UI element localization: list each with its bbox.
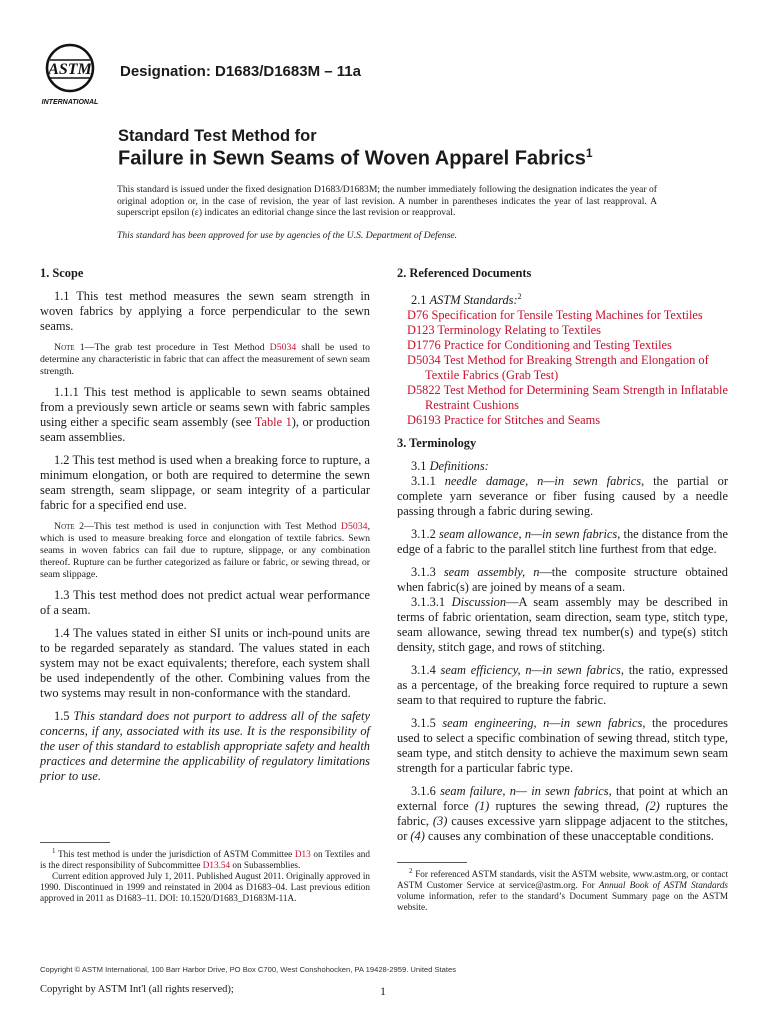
definitions-label: 3.1 Definitions:	[411, 459, 489, 474]
para-1-1: 1.1 This test method measures the sewn seam strength in woven fabrics by applying a force perpendicular to the sewn seams.	[40, 289, 370, 333]
reference-title[interactable]: Practice for Conditioning and Testing Textiles	[440, 338, 672, 353]
note-1-label: Note 1	[54, 342, 85, 353]
def-seam-failure: 3.1.6 seam failure, n— in sewn fabrics, that point at which an external force (1) ruptures the sewing thread, (2) ruptures the fabric, (3) causes excessive yarn slippage adjacent to the stitches, or (4) causes any combination of these unacceptable conditions.	[397, 784, 729, 844]
footnote-1-edition: Current edition approved July 1, 2011. Published August 2011. Originally approved in 1990. Discontinued in 1999 and reinstated in 2004 as D1683–04. Last previous edition approved in 2011 as D1683–11. DOI: 10.1520/D1683_D1683M-11A.	[40, 871, 370, 904]
reference-code-link[interactable]: D5822	[407, 383, 441, 398]
def-seam-efficiency: 3.1.4 seam efficiency, n—in sewn fabrics, the ratio, expressed as a percentage, of the breaking force required to rupture a sewn seam to that required to rupture the fabric.	[397, 663, 728, 708]
section-referenced-heading: 2. Referenced Documents	[397, 266, 532, 280]
reference-title[interactable]: Test Method for Determining Seam Strength in Inflatable Restraint Cushions	[425, 383, 728, 413]
left-column	[40, 266, 370, 792]
reference-code-link[interactable]: D5034	[407, 353, 441, 368]
reference-title[interactable]: Practice for Stitches and Seams	[440, 413, 601, 428]
section-scope-heading: 1. Scope	[40, 266, 84, 280]
link-d13-54[interactable]: D13.54	[202, 860, 231, 871]
footnote-2: $^2$ For referenced ASTM standards, visit the ASTM website, www.astm.org, or contact ASTM Customer Service at service@astm.org. For Annual Book of ASTM Standards volume information, refer to the standard’s Document Summary page on the ASTM website.	[397, 867, 728, 913]
logo-text: ASTM	[48, 61, 92, 78]
def-seam-engineering: 3.1.5 seam engineering, n—in sewn fabrics, the procedures used to select a specific combination of sewing thread, stitch type, seam type, and stitch density to achieve the maximum sewn seam strength for a particular fabric type.	[397, 716, 728, 776]
footnote-rule-right	[397, 862, 467, 863]
dod-approval: This standard has been approved for use by agencies of the U.S. Department of Defense.	[117, 230, 458, 241]
para-1-2: 1.2 This test method is used when a breaking force to rupture, a minimum elongation, or both are required to determine the sewn seam strength, seam slippage, or seam integrity of a particular fabric for a specified end use.	[40, 453, 370, 512]
def-seam-assembly-discussion: 3.1.3.1 Discussion—A seam assembly may be described in terms of fabric orientation, seam direction, seam type, stitch type, seam allowance, sewing thread tex number(s) and type(s) stitch density, stitch gage, and rows of stitching.	[397, 595, 728, 655]
para-1-5: 1.5 This standard does not purport to address all of the safety concerns, if any, associated with its use. It is the responsibility of the user of this standard to establish appropriate safety and health practices and determine the applicability of regulatory limitations prior to use.	[40, 709, 370, 783]
reference-item	[397, 413, 728, 428]
link-d13[interactable]: D13	[294, 849, 311, 860]
title-footnote-mark: 1	[585, 146, 593, 160]
copyright-address: Copyright © ASTM International, 100 Barr Harbor Drive, PO Box C700, West Conshohocken, PA 19428-2959. United States	[40, 965, 457, 974]
para-1-4: 1.4 The values stated in either SI units or inch-pound units are to be regarded separately as standard. The values stated in each system may not be exact equivalents; therefore, each system shall be used independently of the other. Combining values from the two systems may result in non-conformance with the standard.	[40, 626, 370, 700]
footnote-rule-left	[40, 842, 110, 843]
note-2: Note 2—This test method is used in conjunction with Test Method D5034, which is used to measure breaking force and elongation of textile fabrics. Sewn seams in woven fabrics can fail due to rupture, slippage, or any combination thereof. Rupture can be further categorized as failure or fabric, or sewing thread, or seam slippage.	[40, 521, 371, 580]
def-seam-assembly: 3.1.3 seam assembly, n—the composite structure obtained when fabric(s) are joined by means of a seam.	[397, 565, 728, 595]
para-1-1-1: 1.1.1 This test method is applicable to sewn seams obtained from a previously sewn article or seams sewn with fabric samples using either a specific seam assembly (see Table 1), or production seam assemblies.	[40, 385, 370, 444]
reference-item	[397, 338, 728, 353]
reference-item	[397, 383, 728, 413]
reference-code-link[interactable]: D6193	[407, 413, 441, 428]
issuance-statement: This standard is issued under the fixed designation D1683/D1683M; the number immediately following the designation indicates the year of original adoption or, in the case of revision, the year of last revision. A number in parentheses indicates the year of last reapproval. A superscript epsilon (ε) indicates an editorial change since the last revision or reapproval.	[117, 184, 657, 219]
designation: Designation: D1683/D1683M – 11a	[120, 63, 361, 80]
page-number: 1	[380, 984, 386, 998]
title-line-2	[118, 146, 593, 171]
logo-subtext: INTERNATIONAL	[41, 99, 99, 106]
link-d5034[interactable]: D5034	[269, 342, 297, 353]
reference-list	[397, 308, 728, 428]
para-1-3: 1.3 This test method does not predict actual wear performance of a seam.	[40, 588, 370, 617]
title-main: Failure in Sewn Seams of Woven Apparel Fabrics	[118, 147, 586, 170]
link-d5034-note2[interactable]: D5034	[340, 521, 368, 532]
copyright-notice: Copyright by ASTM Int'l (all rights reserved);	[40, 984, 234, 995]
def-seam-allowance: 3.1.2 seam allowance, n—in sewn fabrics, the distance from the edge of a fabric to the parallel stitch line furthest from that edge.	[397, 527, 728, 557]
astm-logo	[40, 40, 112, 108]
reference-code-link[interactable]: D76	[407, 308, 429, 323]
reference-item	[397, 353, 728, 383]
reference-item	[397, 323, 728, 338]
reference-item	[397, 308, 728, 323]
reference-code-link[interactable]: D123	[407, 323, 435, 338]
reference-title[interactable]: Test Method for Breaking Strength and Elongation of Textile Fabrics (Grab Test)	[425, 353, 709, 383]
reference-code-link[interactable]: D1776	[407, 338, 441, 353]
reference-title[interactable]: Terminology Relating to Textiles	[434, 323, 601, 338]
astm-standards-label: 2.1 ASTM Standards:$^2$	[411, 292, 522, 308]
reference-title[interactable]: Specification for Tensile Testing Machines for Textiles	[428, 308, 703, 323]
link-table-1[interactable]: Table 1	[254, 415, 292, 429]
section-terminology-heading: 3. Terminology	[397, 436, 477, 451]
right-column	[397, 266, 728, 852]
note-1: Note 1—The grab test procedure in Test Method D5034 shall be used to determine any characteristic in fabric that can affect the measurement of sewn seam strength.	[40, 342, 371, 377]
footnote-1: $^1$ This test method is under the jurisdiction of ASTM Committee D13 on Textiles and is the direct responsibility of Subcommittee D13.54 on Subassemblies. Current edition approved July 1, 2011. Published August 2011. Originally approved in 1990. Discontinued in 1999 and reinstated in 2004 as D1683–04. Last previous edition approved in 2011 as D1683–11. DOI: 10.1520/D1683_D1683M-11A.	[40, 847, 370, 904]
def-needle-damage: 3.1.1 needle damage, n—in sewn fabrics, the partial or complete yarn severance or fiber fusing caused by a needle passing through a fabric during sewing.	[397, 474, 728, 519]
note-2-label: Note 2	[54, 521, 85, 532]
title-line-1: Standard Test Method for	[118, 127, 317, 145]
